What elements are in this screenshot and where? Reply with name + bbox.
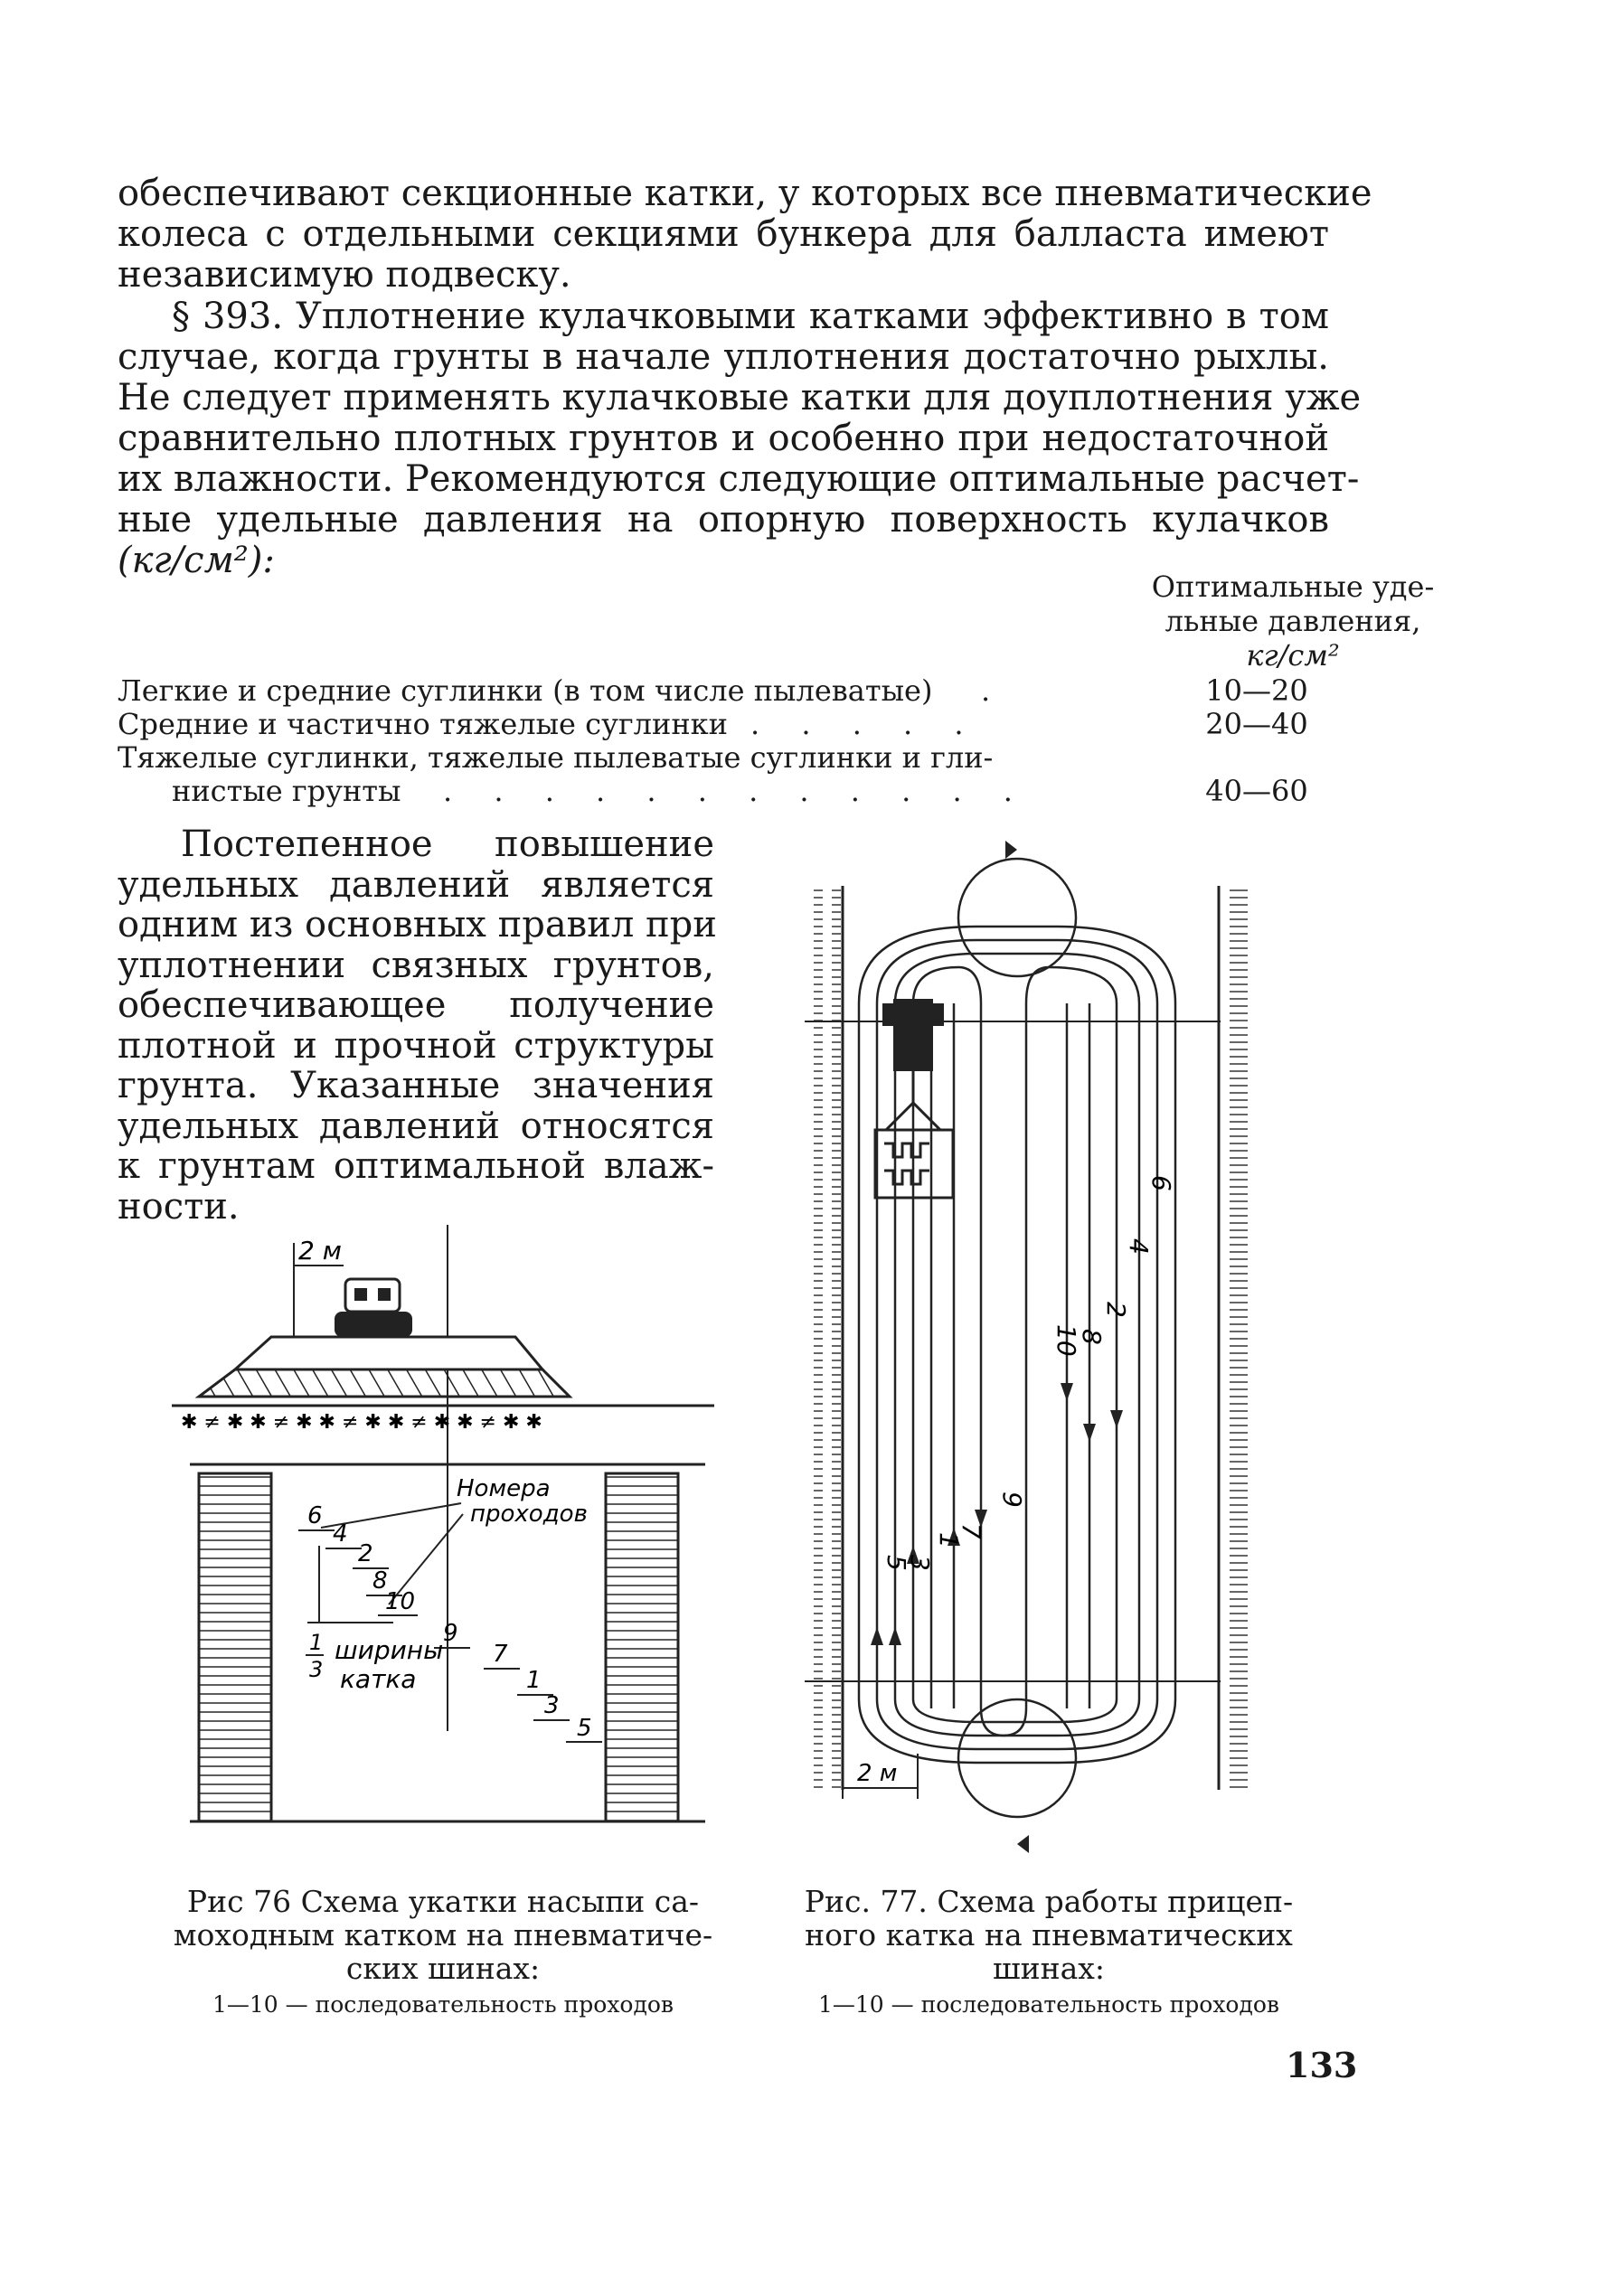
row-leader: . . . . . — [750, 707, 980, 741]
section-393-paragraph — [118, 296, 1362, 581]
caption-line: моходным катком на пневматиче- — [173, 1917, 713, 1953]
row-value: 20—40 — [1205, 707, 1308, 741]
figure-76-caption — [154, 1885, 732, 1985]
pass-number: 7 — [493, 1641, 508, 1668]
pass-number: 9 — [997, 1491, 1027, 1508]
pass-number: 6 — [1146, 1175, 1176, 1191]
row-value: 10—20 — [1205, 673, 1308, 708]
dim-label: 2 м — [298, 1236, 342, 1266]
width-note: ширины — [335, 1635, 444, 1665]
text-line: ности. — [118, 1185, 240, 1228]
intro-paragraph — [118, 173, 1372, 296]
text-line: грунта. Указанные значения — [118, 1065, 714, 1106]
pass-number: 2 — [1101, 1302, 1131, 1318]
text-line: одним из основных правил при — [118, 904, 717, 946]
fraction-denominator: 3 — [309, 1657, 324, 1682]
text-line: обеспечивающее получение — [118, 984, 714, 1026]
header-unit: кг/см² — [1246, 638, 1340, 673]
text-line: удельных давлений является — [118, 863, 714, 906]
table-column-header — [1130, 569, 1456, 673]
page-number: 133 — [1286, 2045, 1358, 2085]
fraction-numerator: 1 — [309, 1630, 324, 1655]
text-line: Постепенное повышение — [181, 823, 714, 865]
header-line: льные давления, — [1165, 604, 1421, 638]
row-leader: . . . . . . . . . . . . — [443, 774, 1029, 808]
pass-number: 1 — [526, 1667, 542, 1694]
pass-number: 4 — [1124, 1238, 1154, 1255]
pass-number: 9 — [443, 1620, 458, 1647]
row-label: Тяжелые суглинки, тяжелые пылеватые суглинки и гли- — [118, 740, 994, 775]
text-line: плотной и прочной структуры — [118, 1024, 714, 1067]
dim-label: 2 м — [857, 1760, 898, 1787]
right-edge-strip — [606, 1473, 678, 1821]
text-line: уплотнении связных грунтов, — [118, 944, 714, 986]
pass-number: 10 — [385, 1588, 416, 1615]
pass-number: 5 — [882, 1555, 911, 1571]
note-label: проходов — [470, 1501, 588, 1528]
row-label: Легкие и средние суглинки (в том числе пылеватые) — [118, 673, 933, 708]
right-edge-ruler — [1221, 886, 1248, 1790]
pass-number: 7 — [957, 1523, 986, 1539]
pass-number: 6 — [307, 1502, 323, 1529]
text-line: колеса с отдельными секциями бункера для балласта имеют — [118, 213, 1329, 255]
caption-line: Рис 76 Схема укатки насыпи са- — [186, 1884, 700, 1919]
figure-76-diagram — [172, 1225, 732, 1840]
row-value: 40—60 — [1205, 774, 1308, 808]
text-line: Не следует применять кулачковые катки для доуплотнения уже — [118, 377, 1362, 419]
figure-77-caption — [796, 1885, 1302, 1985]
text-line: § 393. Уплотнение кулачковыми катками эффективно в том — [172, 296, 1329, 337]
roller-icon — [335, 1279, 412, 1337]
side-paragraph — [118, 823, 717, 1228]
text-line: их влажности. Рекомендуются следующие оптимальные расчет- — [118, 458, 1360, 500]
header-line: Оптимальные уде- — [1151, 569, 1435, 604]
pass-number: 3 — [905, 1555, 935, 1571]
caption-line: Рис. 77. Схема работы прицеп- — [804, 1884, 1294, 1919]
figure-76-legend: 1—10 — последовательность проходов — [212, 1991, 674, 2018]
pass-number: 3 — [544, 1692, 560, 1719]
pass-number: 4 — [333, 1520, 348, 1548]
row-label: нистые грунты — [172, 774, 401, 808]
left-edge-strip — [199, 1473, 271, 1821]
caption-line: шинах: — [992, 1951, 1106, 1986]
text-line: (кг/см²): — [118, 540, 275, 581]
pass-number: 8 — [372, 1567, 388, 1595]
text-line: случае, когда грунты в начале уплотнения достаточно рыхлы. — [118, 336, 1329, 378]
row-leader: . — [981, 673, 1007, 708]
svg-text:✱ ≠ ✱ ✱ ≠ ✱ ✱ ≠ ✱ ✱ ≠ ✱ ✱ ≠ ✱: ✱ ≠ ✱ ✱ ≠ ✱ ✱ ≠ ✱ ✱ ≠ ✱ ✱ ≠ ✱ ✱ — [181, 1411, 542, 1434]
note-label: Номера — [457, 1475, 551, 1502]
caption-line: ских шинах: — [345, 1951, 541, 1986]
figure-77-diagram — [796, 841, 1302, 1871]
pass-number: 1 — [934, 1532, 964, 1548]
text-line: независимую подвеску. — [118, 254, 571, 296]
text-line: сравнительно плотных грунтов и особенно при недостаточной — [118, 418, 1329, 459]
width-note: катка — [340, 1664, 417, 1694]
pass-number: 5 — [577, 1715, 592, 1742]
text-line: к грунтам оптимальной влаж- — [118, 1145, 714, 1187]
text-line: обеспечивают секционные катки, у которых все пневматические — [118, 173, 1372, 214]
row-label: Средние и частично тяжелые суглинки — [118, 707, 728, 741]
text-line: удельных давлений относятся — [118, 1105, 714, 1147]
text-line: ные удельные давления на опорную поверхность кулачков — [118, 499, 1329, 541]
pass-numbers — [882, 1175, 1176, 1571]
pass-number: 10 — [1051, 1324, 1081, 1357]
pass-number: 8 — [1077, 1329, 1107, 1345]
pass-number: 2 — [358, 1540, 373, 1567]
figure-77-legend: 1—10 — последовательность проходов — [817, 1991, 1280, 2018]
caption-line: ного катка на пневматических — [805, 1917, 1293, 1953]
